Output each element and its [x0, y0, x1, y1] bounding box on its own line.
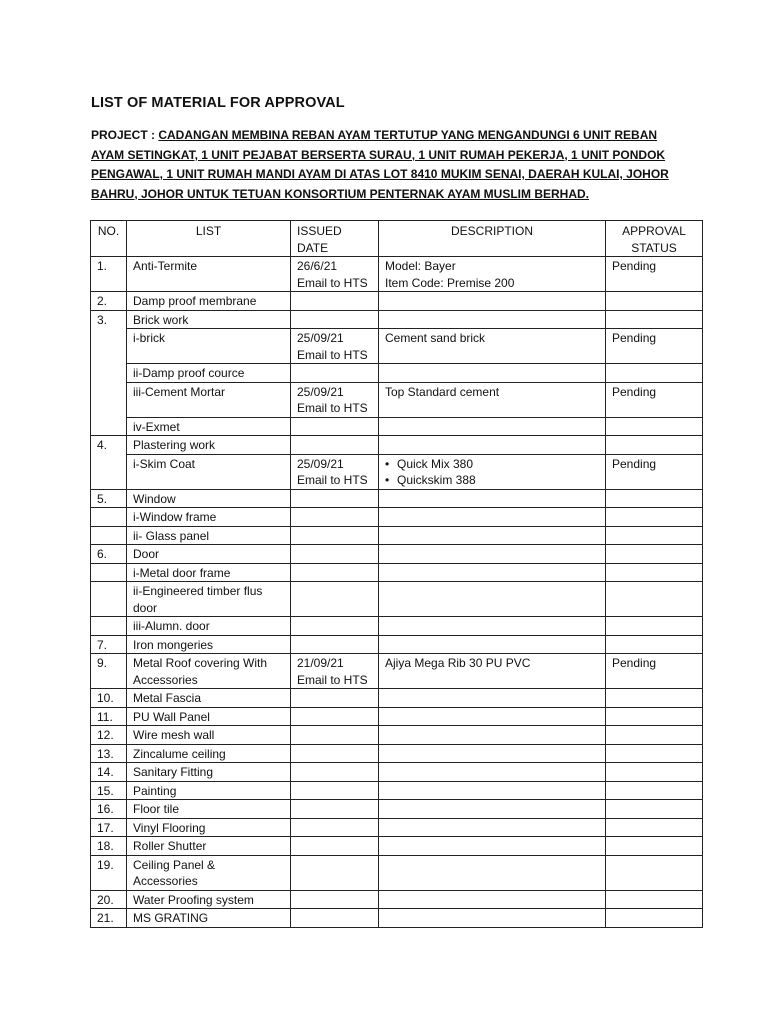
row-list: ii- Glass panel [127, 526, 291, 545]
row-no: 9. [91, 654, 127, 689]
row-no: 17. [91, 818, 127, 837]
row-list: ii-Damp proof cource [127, 364, 291, 383]
header-approval-status [606, 221, 703, 257]
row-description: Top Standard cement [379, 382, 606, 417]
issued-date-note: Email to HTS [297, 275, 368, 290]
row-no: 13. [91, 744, 127, 763]
table-row [91, 654, 703, 689]
row-list: Metal Fascia [127, 689, 291, 708]
row-issued-date [291, 726, 379, 745]
row-no [91, 508, 127, 527]
row-no: 11. [91, 707, 127, 726]
header-no: NO. [91, 221, 127, 257]
row-issued-date [291, 617, 379, 636]
row-description [379, 417, 606, 436]
row-no: 2. [91, 292, 127, 311]
row-issued-date [291, 310, 379, 329]
table-row [91, 310, 703, 329]
row-status: Pending [606, 257, 703, 292]
row-no: 1. [91, 257, 127, 292]
row-status [606, 489, 703, 508]
row-description [379, 855, 606, 890]
table-row [91, 909, 703, 928]
row-list: i-Skim Coat [127, 454, 291, 489]
row-description [379, 310, 606, 329]
row-description [379, 781, 606, 800]
row-description [379, 545, 606, 564]
row-no: 18. [91, 837, 127, 856]
row-issued-date [291, 837, 379, 856]
row-description [379, 563, 606, 582]
issued-date-note: Email to HTS [297, 473, 368, 487]
row-description [379, 257, 606, 292]
issued-date-value: 25/09/21 [297, 456, 344, 471]
row-issued-date [291, 909, 379, 928]
list-line: Accessories [133, 874, 198, 888]
row-list: Zincalume ceiling [127, 744, 291, 763]
row-list: i-Window frame [127, 508, 291, 527]
table-row [91, 617, 703, 636]
table-row [91, 582, 703, 617]
row-list: Painting [127, 781, 291, 800]
row-no: 21. [91, 909, 127, 928]
row-issued-date [291, 800, 379, 819]
table-row [91, 689, 703, 708]
row-status: Pending [606, 329, 703, 364]
list-line: Metal Roof covering With [133, 656, 268, 670]
row-description [379, 508, 606, 527]
row-description [379, 292, 606, 311]
row-no: 15. [91, 781, 127, 800]
row-description [379, 617, 606, 636]
row-issued-date [291, 508, 379, 527]
row-issued-date [291, 292, 379, 311]
row-list: Anti-Termite [127, 257, 291, 292]
row-list: Window [127, 489, 291, 508]
row-no: 19. [91, 855, 127, 890]
list-line: door [133, 600, 158, 615]
row-description [379, 800, 606, 819]
row-status [606, 744, 703, 763]
row-list: Roller Shutter [127, 837, 291, 856]
table-row [91, 855, 703, 890]
row-list: Plastering work [127, 436, 291, 455]
row-no [91, 382, 127, 417]
row-list [127, 582, 291, 617]
row-issued-date [291, 689, 379, 708]
list-line: Accessories [133, 672, 198, 687]
row-status: Pending [606, 654, 703, 689]
table-row [91, 563, 703, 582]
issued-date-value: 26/6/21 [297, 259, 338, 273]
list-line: Ceiling Panel & [133, 857, 216, 872]
project-description [91, 126, 687, 204]
row-list: Wire mesh wall [127, 726, 291, 745]
row-no [91, 563, 127, 582]
header-description: DESCRIPTION [379, 221, 606, 257]
table-row [91, 526, 703, 545]
issued-date-note: Email to HTS [297, 672, 368, 687]
header-status-line1: APPROVAL [622, 224, 686, 238]
row-description [379, 489, 606, 508]
row-issued-date [291, 489, 379, 508]
row-no [91, 526, 127, 545]
table-row [91, 837, 703, 856]
row-list: iv-Exmet [127, 417, 291, 436]
row-no: 20. [91, 890, 127, 909]
row-status [606, 890, 703, 909]
row-issued-date [291, 454, 379, 489]
header-status-line2: STATUS [631, 240, 677, 255]
row-no: 4. [91, 436, 127, 455]
row-status [606, 545, 703, 564]
row-issued-date [291, 635, 379, 654]
row-list: Sanitary Fitting [127, 763, 291, 782]
row-status [606, 292, 703, 311]
row-issued-date [291, 890, 379, 909]
row-list: iii-Cement Mortar [127, 382, 291, 417]
row-description [379, 526, 606, 545]
table-row [91, 382, 703, 417]
row-status: Pending [606, 382, 703, 417]
row-issued-date [291, 364, 379, 383]
bullet-item: • Quick Mix 380 [385, 456, 599, 473]
row-no [91, 582, 127, 617]
row-status [606, 800, 703, 819]
row-list: i-brick [127, 329, 291, 364]
row-description [379, 909, 606, 928]
row-no: 14. [91, 763, 127, 782]
table-row [91, 744, 703, 763]
row-issued-date [291, 707, 379, 726]
row-description [379, 818, 606, 837]
row-issued-date [291, 545, 379, 564]
row-issued-date [291, 818, 379, 837]
row-description: Ajiya Mega Rib 30 PU PVC [379, 654, 606, 689]
header-list: LIST [127, 221, 291, 257]
project-text: CADANGAN MEMBINA REBAN AYAM TERTUTUP YANG MENGANDUNGI 6 UNIT REBAN AYAM SETINGKAT, 1 UNIT PEJABAT BERSERTA SURAU, 1 UNIT RUMAH PEKERJA, 1 UNIT PONDOK PENGAWAL, 1 UNIT RUMAH MANDI AYAM DI ATAS LOT 8410 MUKIM SENAI, DAERAH KULAI, JOHOR BAHRU, JOHOR UNTUK TETUAN KONSORTIUM PENTERNAK AYAM MUSLIM BERHAD. [91, 128, 669, 201]
row-status [606, 781, 703, 800]
row-description [379, 837, 606, 856]
row-issued-date [291, 417, 379, 436]
row-issued-date [291, 744, 379, 763]
row-status [606, 837, 703, 856]
table-row [91, 635, 703, 654]
row-list: iii-Alumn. door [127, 617, 291, 636]
row-status [606, 526, 703, 545]
row-no [91, 417, 127, 436]
row-status [606, 707, 703, 726]
row-status [606, 364, 703, 383]
table-row [91, 257, 703, 292]
table-row [91, 329, 703, 364]
row-status [606, 763, 703, 782]
description-line: Item Code: Premise 200 [385, 275, 515, 290]
table-row [91, 292, 703, 311]
row-issued-date [291, 855, 379, 890]
row-description [379, 454, 606, 489]
row-status [606, 909, 703, 928]
row-no [91, 329, 127, 364]
table-row [91, 800, 703, 819]
row-status [606, 582, 703, 617]
row-description [379, 744, 606, 763]
row-status [606, 563, 703, 582]
issued-date-value: 25/09/21 [297, 384, 344, 399]
row-no: 12. [91, 726, 127, 745]
row-issued-date [291, 582, 379, 617]
row-no: 5. [91, 489, 127, 508]
issued-date-note: Email to HTS [297, 347, 368, 362]
table-row [91, 707, 703, 726]
row-description [379, 763, 606, 782]
row-list: Brick work [127, 310, 291, 329]
row-issued-date [291, 781, 379, 800]
row-description [379, 635, 606, 654]
row-status [606, 417, 703, 436]
issued-date-value: 21/09/21 [297, 656, 344, 670]
list-line: ii-Engineered timber flus [133, 584, 263, 598]
row-status [606, 310, 703, 329]
table-row [91, 364, 703, 383]
row-description [379, 582, 606, 617]
row-no: 3. [91, 310, 127, 329]
row-issued-date [291, 382, 379, 417]
issued-date-value: 25/09/21 [297, 331, 344, 345]
table-header-row [91, 221, 703, 257]
table-row [91, 818, 703, 837]
row-issued-date [291, 763, 379, 782]
table-row [91, 781, 703, 800]
row-status [606, 508, 703, 527]
row-description [379, 890, 606, 909]
table-row [91, 890, 703, 909]
row-issued-date [291, 526, 379, 545]
row-status [606, 855, 703, 890]
row-status: Pending [606, 454, 703, 489]
issued-date-note: Email to HTS [297, 401, 368, 415]
row-list: Vinyl Flooring [127, 818, 291, 837]
row-description [379, 364, 606, 383]
row-list: MS GRATING [127, 909, 291, 928]
row-issued-date [291, 563, 379, 582]
table-row [91, 454, 703, 489]
row-list [127, 654, 291, 689]
row-list: PU Wall Panel [127, 707, 291, 726]
row-issued-date [291, 329, 379, 364]
row-issued-date [291, 654, 379, 689]
row-description [379, 436, 606, 455]
document-title: LIST OF MATERIAL FOR APPROVAL [91, 95, 345, 111]
row-no: 6. [91, 545, 127, 564]
row-description: Cement sand brick [379, 329, 606, 364]
row-list: Damp proof membrane [127, 292, 291, 311]
row-status [606, 818, 703, 837]
table-row [91, 726, 703, 745]
table-row [91, 436, 703, 455]
row-list: Floor tile [127, 800, 291, 819]
row-status [606, 726, 703, 745]
row-issued-date [291, 436, 379, 455]
row-description [379, 726, 606, 745]
row-list: i-Metal door frame [127, 563, 291, 582]
description-line: Model: Bayer [385, 259, 456, 273]
bullet-item: • Quickskim 388 [385, 472, 599, 489]
row-no: 16. [91, 800, 127, 819]
row-no [91, 364, 127, 383]
table-row [91, 489, 703, 508]
row-description [379, 689, 606, 708]
row-issued-date [291, 257, 379, 292]
row-no: 7. [91, 635, 127, 654]
row-no: 10. [91, 689, 127, 708]
header-issued-date: ISSUED DATE [291, 221, 379, 257]
row-status [606, 689, 703, 708]
row-list: Door [127, 545, 291, 564]
materials-table [90, 220, 703, 928]
row-no [91, 617, 127, 636]
row-list [127, 855, 291, 890]
row-list: Water Proofing system [127, 890, 291, 909]
table-row [91, 417, 703, 436]
project-label: PROJECT : [91, 128, 159, 142]
table-row [91, 545, 703, 564]
row-status [606, 436, 703, 455]
table-row [91, 508, 703, 527]
table-row [91, 763, 703, 782]
row-description [379, 707, 606, 726]
row-list: Iron mongeries [127, 635, 291, 654]
row-no [91, 454, 127, 489]
row-status [606, 617, 703, 636]
row-status [606, 635, 703, 654]
